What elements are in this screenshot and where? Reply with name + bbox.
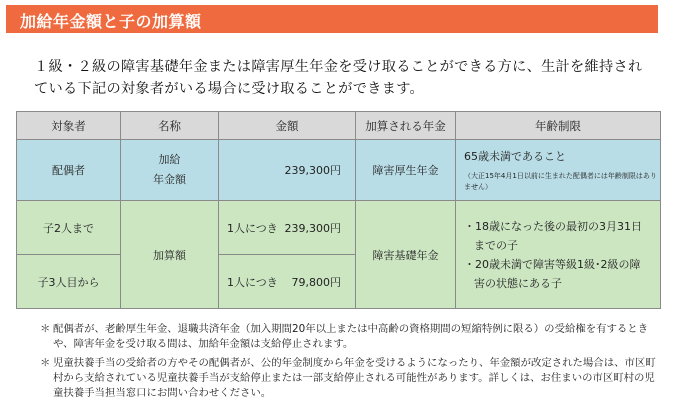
limit-spouse-note: （大正15年4月1日以前に生まれた配偶者には年齢制限はありません） bbox=[464, 172, 657, 191]
name-line2: 年金額 bbox=[153, 173, 186, 186]
header-pension: 加算される年金 bbox=[356, 112, 456, 140]
note-mark: ＊ bbox=[40, 323, 51, 335]
cell-target-child-2: 子3人目から bbox=[17, 255, 121, 309]
header-name: 名称 bbox=[121, 112, 219, 140]
amount-value: 79,800円 bbox=[291, 275, 341, 289]
cell-pension-children: 障害基礎年金 bbox=[356, 201, 456, 309]
note-item bbox=[40, 322, 660, 352]
section-title: 加給年金額と子の加算額 bbox=[20, 12, 202, 31]
benefit-table bbox=[16, 111, 661, 309]
limit-children-line4: 害の状態にある子 bbox=[474, 276, 562, 290]
note-text: 配偶者が、老齢厚生年金、退職共済年金（加入期間20年以上または中高齢の資格期間の短縮特例に限る）の受給権を有するときや、障害年金を受け取る間は、加給年金額は支給停止されます。 bbox=[53, 323, 649, 350]
cell-limit-children bbox=[456, 201, 661, 309]
note-mark: ＊ bbox=[40, 357, 51, 369]
cell-amount-child-2 bbox=[219, 255, 356, 309]
header-target: 対象者 bbox=[17, 112, 121, 140]
name-line1: 加給 bbox=[158, 153, 181, 166]
per-person-label: 1人につき bbox=[227, 275, 278, 289]
limit-children-line1: ・18歳になった後の最初の3月31日 bbox=[464, 219, 642, 233]
cell-name-spouse bbox=[121, 140, 219, 201]
per-person-label: 1人につき bbox=[227, 221, 278, 235]
intro-paragraph: １級・２級の障害基礎年金または障害厚生年金を受け取ることができる方に、生計を維持されている下記の対象者がいる場合に受け取ることができます。 bbox=[34, 59, 643, 97]
table-row-spouse bbox=[17, 140, 661, 201]
cell-target-spouse: 配偶者 bbox=[17, 140, 121, 201]
notes-section bbox=[40, 322, 660, 405]
section-banner bbox=[6, 5, 658, 33]
amount-value: 239,300円 bbox=[284, 221, 341, 235]
header-age-limit: 年齢制限 bbox=[456, 112, 661, 140]
note-text: 児童扶養手当の受給者の方やその配偶者が、公的年金制度から年金を受けるようになったり、年金額が改定された場合は、市区町村から支給されている児童扶養手当が支給停止または一部支給停止される可能性があります。詳しくは、お住まいの市区町村の児童扶養手当担当窓口にお問い合わせください。 bbox=[53, 357, 656, 399]
cell-pension-spouse: 障害厚生年金 bbox=[356, 140, 456, 201]
cell-name-children: 加算額 bbox=[121, 201, 219, 309]
cell-target-child-1: 子2人まで bbox=[17, 201, 121, 255]
table-row-child-1 bbox=[17, 201, 661, 255]
cell-amount-spouse: 239,300円 bbox=[219, 140, 356, 201]
cell-limit-spouse bbox=[456, 140, 661, 201]
note-item bbox=[40, 356, 660, 401]
table-header-row bbox=[17, 112, 661, 140]
limit-spouse-text: 65歳未満であること bbox=[464, 150, 566, 163]
limit-children-line2: までの子 bbox=[474, 238, 518, 252]
header-amount: 金額 bbox=[219, 112, 356, 140]
limit-children-line3: ・20歳未満で障害等級1級･2級の障 bbox=[464, 257, 641, 271]
cell-amount-child-1 bbox=[219, 201, 356, 255]
